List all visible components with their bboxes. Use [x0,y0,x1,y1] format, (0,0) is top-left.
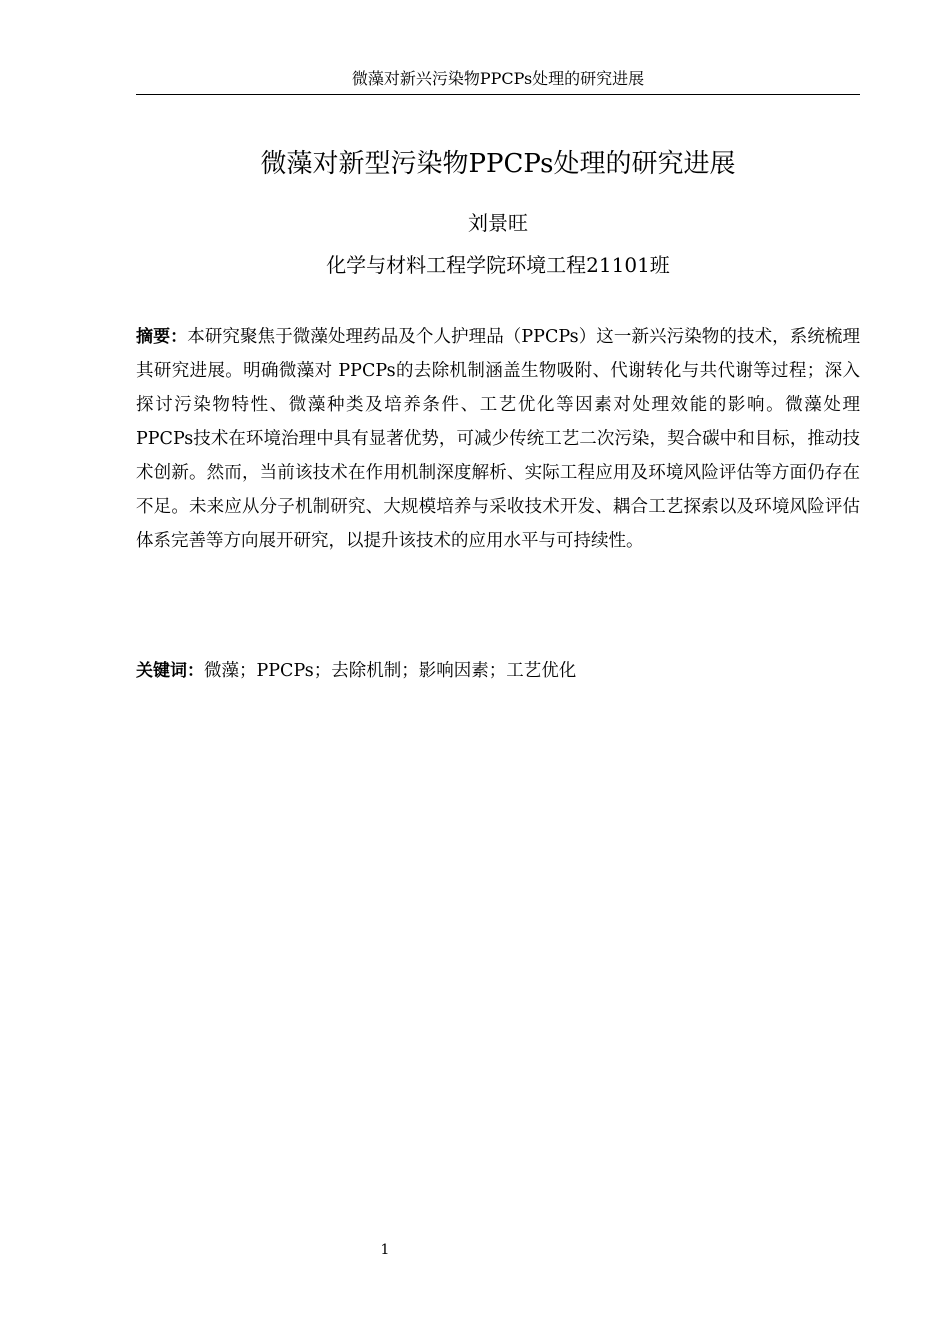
keywords-text: 微藻；PPCPs；去除机制；影响因素；工艺优化 [204,661,577,681]
keywords-paragraph [136,656,860,686]
keywords-label: 关键词： [136,661,204,681]
abstract-paragraph [136,320,860,558]
document-title: 微藻对新型污染物PPCPs处理的研究进展 [260,149,736,179]
page-number: 1 [380,1242,390,1258]
author-affiliation: 化学与材料工程学院环境工程21101班 [326,253,670,277]
abstract-text: 本研究聚焦于微藻处理药品及个人护理品（PPCPs）这一新兴污染物的技术，系统梳理其研究进展。明确微藻对 PPCPs的去除机制涵盖生物吸附、代谢转化与共代谢等过程；深入探讨污染物特性、微藻种类及培养条件、工艺优化等因素对处理效能的影响。微藻处理 PPCPs技术在环境治理中具有显著优势，可减少传统工艺二次污染，契合碳中和目标，推动技术创新。然而，当前该技术在作用机制深度解析、实际工程应用及环境风险评估等方面仍存在不足。未来应从分子机制研究、大规模培养与采收技术开发、耦合工艺探索以及环境风险评估体系完善等方向展开研究，以提升该技术的应用水平与可持续性。 [136,327,860,551]
running-header-title: 微藻对新兴污染物PPCPs处理的研究进展 [351,69,645,88]
running-header [136,68,860,95]
abstract-label: 摘要： [136,327,188,347]
author-name: 刘景旺 [468,211,528,235]
